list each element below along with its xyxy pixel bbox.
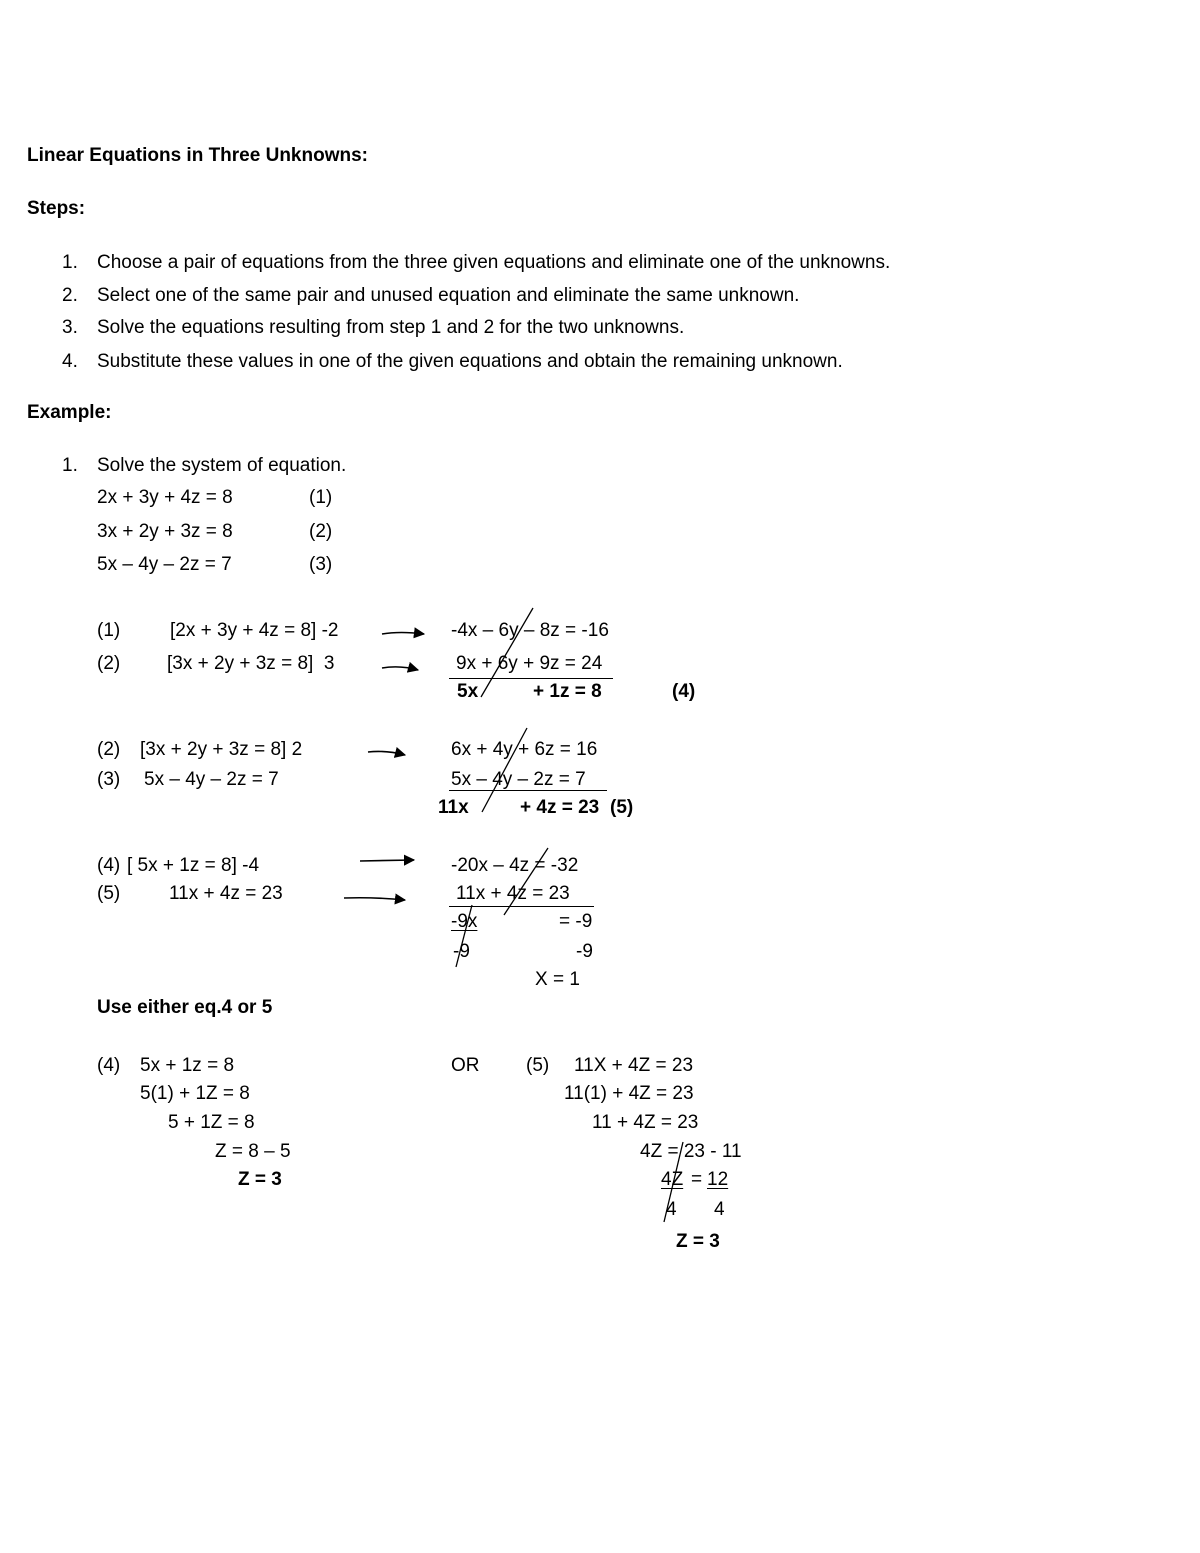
right-arrow-icon xyxy=(382,667,418,670)
page-title: Linear Equations in Three Unknowns: xyxy=(27,145,368,166)
solution-line: Z = 8 – 5 xyxy=(215,1141,291,1162)
equation: 5x – 4y – 2z = 7 xyxy=(144,769,279,790)
steps-heading: Steps: xyxy=(27,198,86,219)
result-equation: -4x – 6y – 8z = -16 xyxy=(451,620,609,641)
fraction-numerator: 4Z xyxy=(661,1169,684,1190)
x-answer: X = 1 xyxy=(535,969,580,990)
equation-tag: (2) xyxy=(97,653,121,674)
solution-line: 11X + 4Z = 23 xyxy=(574,1055,694,1076)
equation-tag: (1) xyxy=(309,487,333,508)
use-either-note: Use either eq.4 or 5 xyxy=(97,997,273,1018)
step-number: 1. xyxy=(62,252,78,273)
equation: 5x – 4y – 2z = 7 xyxy=(97,554,232,575)
fraction-equals: = xyxy=(691,1169,703,1190)
or-label: OR xyxy=(451,1055,480,1076)
solution-line: 11(1) + 4Z = 23 xyxy=(564,1083,694,1104)
result-equation: -20x – 4z = -32 xyxy=(451,855,579,876)
step-number: 3. xyxy=(62,317,78,338)
fraction-denominator: -9 xyxy=(453,941,470,962)
solution-line: 5(1) + 1Z = 8 xyxy=(140,1083,250,1104)
equation-tag: (5) xyxy=(97,883,121,904)
equation-tag: (3) xyxy=(97,769,121,790)
equation-tag: (5) xyxy=(610,797,634,818)
problem-number: 1. xyxy=(62,455,78,476)
result-equation: 9x + 6y + 9z = 24 xyxy=(456,653,603,674)
multiplied-equation: [3x + 2y + 3z = 8] 2 xyxy=(140,739,303,760)
problem-statement: Solve the system of equation. xyxy=(97,455,347,476)
equation: 11x + 4z = 23 xyxy=(169,883,283,904)
equation-tag: (4) xyxy=(97,855,121,876)
sum-term-z: + 4z = 23 xyxy=(520,797,600,818)
solution-line: 4Z = 23 - 11 xyxy=(640,1141,742,1162)
step-text: Solve the equations resulting from step 1 and 2 for the two unknowns. xyxy=(97,317,685,338)
equation: 3x + 2y + 3z = 8 xyxy=(97,521,233,542)
fraction-denominator: -9 xyxy=(576,941,593,962)
example-heading: Example: xyxy=(27,402,112,423)
z-answer: Z = 3 xyxy=(676,1231,720,1252)
fraction-numerator: = -9 xyxy=(559,911,593,932)
z-answer: Z = 3 xyxy=(238,1169,282,1190)
result-equation: 5x – 4y – 2z = 7 xyxy=(451,769,586,790)
sum-term-z: + 1z = 8 xyxy=(533,681,602,702)
result-equation: 6x + 4y + 6z = 16 xyxy=(451,739,598,760)
solution-line: 5x + 1z = 8 xyxy=(140,1055,235,1076)
step-text: Substitute these values in one of the given equations and obtain the remaining unknown. xyxy=(97,351,843,372)
equation-tag: (2) xyxy=(97,739,121,760)
right-arrow-icon xyxy=(344,898,405,900)
fraction-numerator: -9x xyxy=(451,911,478,932)
right-arrow-icon xyxy=(360,860,414,861)
step-number: 2. xyxy=(62,285,78,306)
sum-rule xyxy=(449,790,607,791)
solution-line: 5 + 1Z = 8 xyxy=(168,1112,255,1133)
equation-tag: (3) xyxy=(309,554,333,575)
right-arrow-icon xyxy=(368,751,405,755)
equation-tag: (5) xyxy=(526,1055,550,1076)
sum-rule xyxy=(449,678,613,679)
equation-tag: (2) xyxy=(309,521,333,542)
right-arrow-icon xyxy=(382,633,424,635)
equation-tag: (1) xyxy=(97,620,121,641)
fraction-denominator: 4 xyxy=(714,1199,725,1220)
multiplied-equation: [ 5x + 1z = 8] -4 xyxy=(127,855,260,876)
sum-term-x: 11x xyxy=(438,797,469,818)
multiplied-equation: [3x + 2y + 3z = 8] 3 xyxy=(167,653,335,674)
multiplied-equation: [2x + 3y + 4z = 8] -2 xyxy=(170,620,339,641)
sum-term-x: 5x xyxy=(457,681,479,702)
solution-line: 11 + 4Z = 23 xyxy=(592,1112,699,1133)
fraction-denominator: 4 xyxy=(666,1199,677,1220)
equation-tag: (4) xyxy=(672,681,696,702)
step-text: Choose a pair of equations from the three given equations and eliminate one of the unknowns. xyxy=(97,252,891,273)
equation: 2x + 3y + 4z = 8 xyxy=(97,487,233,508)
result-equation: 11x + 4z = 23 xyxy=(456,883,570,904)
step-text: Select one of the same pair and unused equation and eliminate the same unknown. xyxy=(97,285,800,306)
step-number: 4. xyxy=(62,351,78,372)
equation-tag: (4) xyxy=(97,1055,121,1076)
fraction-numerator: 12 xyxy=(707,1169,729,1190)
sum-rule xyxy=(449,906,594,907)
